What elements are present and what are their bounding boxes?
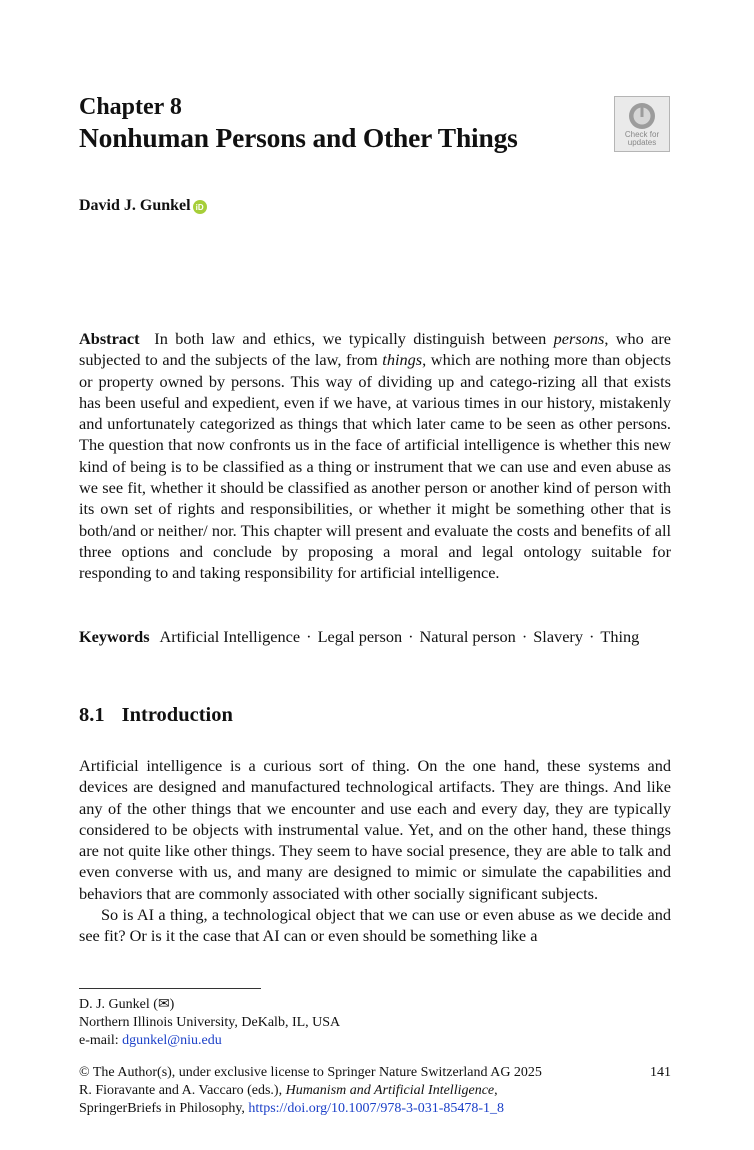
intro-paragraph-1: Artificial intelligence is a curious sort of thing. On the one hand, these systems and devices are designed and manufactured technological artifacts. They are things. And like any of the other things that we encounter and use each and every day, they are typically considered to be objects with instrumental value. Yet, and on the other hand, these things are not quite like other things. They seem to have social presence, they are able to talk and even converse with us, and many are designed to mimic or simulate the capabilities and behaviors that are commonly associated with other socially significant subjects.	[79, 756, 671, 903]
keyword-item: Thing	[600, 627, 640, 646]
book-citation	[79, 1082, 671, 1100]
abstract-text-1: In both law and ethics, we typically distinguish between	[154, 329, 554, 348]
abstract	[79, 328, 671, 584]
keywords-label: Keywords	[79, 627, 150, 646]
author-line	[79, 197, 207, 215]
book-editors: R. Fioravante and A. Vaccaro (eds.),	[79, 1083, 286, 1098]
series-name: SpringerBriefs in Philosophy,	[79, 1101, 249, 1116]
intro-paragraph-2: So is AI a thing, a technological object that we can use or even abuse as we decide and see fit? Or is it the case that AI can or even should be something like a	[79, 905, 671, 946]
keyword-separator: ·	[588, 627, 595, 646]
chapter-title: Nonhuman Persons and Other Things	[79, 122, 518, 153]
intro-body	[79, 755, 671, 947]
keywords	[79, 626, 671, 647]
orcid-icon[interactable]: iD	[193, 200, 207, 214]
series-line	[79, 1100, 671, 1118]
email-link[interactable]: dgunkel@niu.edu	[122, 1033, 222, 1048]
check-for-updates-badge[interactable]	[614, 96, 670, 152]
footnote-rule	[79, 988, 261, 989]
keyword-item: Natural person	[419, 627, 516, 646]
abstract-text-2: , who are subjected to and the subjects of the law, from	[79, 329, 672, 370]
email-label: e-mail:	[79, 1033, 123, 1048]
section-title: Introduction	[121, 704, 233, 726]
check-updates-icon	[627, 101, 657, 131]
footnote-affiliation: Northern Illinois University, DeKalb, IL, USA	[79, 1015, 341, 1030]
keyword-separator: ·	[408, 627, 414, 646]
keyword-item: Artificial Intelligence	[159, 627, 301, 646]
envelope-icon[interactable]: ✉	[157, 997, 170, 1012]
keyword-separator: ·	[521, 627, 528, 646]
abstract-text-3: , which are nothing more than objects or property owned by persons. This way of dividing up and catego-rizing all that exists has been useful and expedient, even if we have, at various times in our history, mistakenly and unfortunately categorized as things that which later came to be seen as other persons. The question that now confronts us in the face of artificial intelligence is whether this new kind of being is to be classified as a thing or instrument that we can use and even abuse as we see fit, whether it should be classified as another person or another kind of person with its own set of rights and responsibilities, or whether it might be something other that is both/and or neither/ nor. This chapter will present and evaluate the costs and benefits of all three options and conclude by proposing a moral and legal ontology suitable for responding to and taking responsibility for artificial intelligence.	[79, 350, 671, 583]
abstract-label: Abstract	[79, 329, 140, 348]
page-number: 141	[650, 1065, 671, 1080]
footnote-author-close: )	[169, 997, 175, 1012]
footnote-author-name: D. J. Gunkel (	[79, 997, 158, 1012]
badge-text-1: Check for	[624, 130, 660, 139]
abstract-em-persons: persons	[553, 329, 605, 348]
keyword-item: Legal person	[317, 627, 403, 646]
copyright-line: © The Author(s), under exclusive license to Springer Nature Switzerland AG 2025	[79, 1065, 542, 1080]
badge-text-2: updates	[627, 138, 657, 147]
footnote-author	[79, 996, 174, 1014]
book-title: Humanism and Artificial Intelligence	[285, 1083, 495, 1098]
doi-link[interactable]: https://doi.org/10.1007/978-3-031-85478-1_8	[248, 1101, 505, 1116]
keyword-item: Slavery	[533, 627, 583, 646]
section-number: 8.1	[79, 704, 105, 726]
abstract-em-things: things	[382, 350, 423, 370]
keyword-separator: ·	[306, 627, 312, 646]
author-name: David J. Gunkel	[79, 197, 191, 214]
book-comma: ,	[494, 1083, 498, 1098]
chapter-label: Chapter 8	[79, 94, 182, 120]
section-heading	[79, 702, 233, 728]
footnote-email-line	[79, 1032, 222, 1050]
copyright-block	[79, 1064, 671, 1118]
